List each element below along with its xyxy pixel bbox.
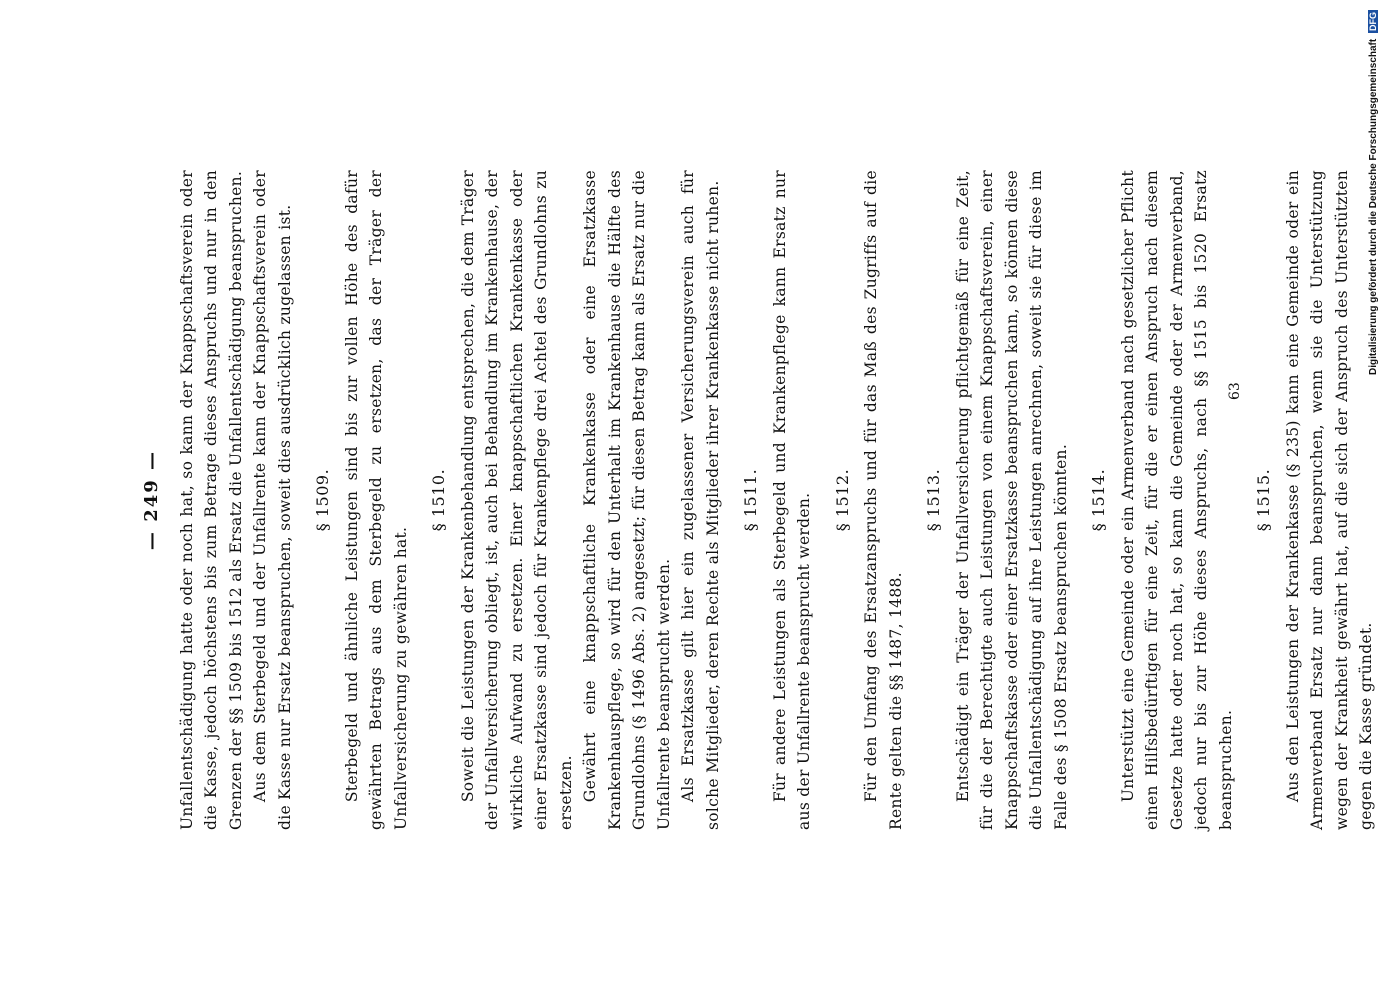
page-number: 63 (1227, 382, 1243, 400)
page-content (140, 170, 1379, 830)
section-heading-1515: § 1515. (1254, 468, 1273, 532)
paragraph: Als Ersatzkasse gilt hier ein zugelassener Versicherungsverein auch für solche Mitglieder, deren Rechte als Mitglieder ihrer Krankenkasse nicht ruhen. (679, 170, 722, 830)
paragraph: Für andere Leistungen als Sterbegeld und Krankenpflege kann Ersatz nur aus der Unfallrente beansprucht werden. (770, 170, 813, 830)
dfg-logo: DFG (1368, 12, 1378, 31)
paragraph: Unterstützt eine Gemeinde oder ein Armenverband nach gesetzlicher Pflicht einen Hilfsbedürftigen für eine Zeit, für die er einen Anspruch nach diesem Gesetze hatte oder noch hat, so kann die Gemeinde oder der Armenverband, jedoch nur bis zur Höhe dieses Anspruchs, nach §§ 1515 bis 1520 Ersatz beanspruchen. (1118, 170, 1235, 830)
credit-text: Digitalisierung gefördert durch die Deutsche Forschungsgemeinschaft (1368, 38, 1379, 375)
page-header: — 249 — (141, 449, 162, 551)
paragraph: Entschädigt ein Träger der Unfallversicherung pflichtgemäß für eine Zeit, für die der Berechtigte auch Leistungen von einem Knappschaftsverein, einer Knappschaftskasse oder einer Ersatzkasse beanspruchen kann, so können diese die Unfallentschädigung auf ihre Leistungen anrechnen, soweit sie für diese im Falle des § 1508 Ersatz beanspruchen könnten. (953, 170, 1070, 830)
section-heading-1509: § 1509. (313, 468, 332, 532)
paragraph: Unfallentschädigung hatte oder noch hat, so kann der Knappschaftsverein oder die Kasse, jedoch höchstens bis zum Betrage dieses Anspruchs und nur in den Grenzen der §§ 1509 bis 1512 als Ersatz die Unfallentschädigung beanspruchen. (177, 170, 245, 830)
section-heading-1510: § 1510. (429, 468, 448, 532)
digitization-credit (1368, 10, 1379, 990)
section-heading-1511: § 1511. (741, 468, 760, 532)
section-heading-1514: § 1514. (1089, 468, 1108, 532)
paragraph: Gewährt eine knappschaftliche Krankenkasse oder eine Ersatzkasse Krankenhauspflege, so wird für den Unterhalt im Krankenhause die Hälfte des Grundlohns (§ 1496 Abs. 2) angesetzt; für diesen Betrag kann als Ersatz nur die Unfallrente beansprucht werden. (581, 170, 673, 830)
paragraph: Soweit die Leistungen der Krankenbehandlung entsprechen, die dem Träger der Unfallversicherung obliegt, ist, auch bei Behandlung im Krankenhause, der wirkliche Aufwand zu ersetzen. Einer knappschaftlichen Krankenkasse oder einer Ersatzkasse sind jedoch für Krankenpflege drei Achtel des Grundlohns zu ersetzen. (458, 170, 575, 830)
paragraph: Für den Umfang des Ersatzanspruchs und für das Maß des Zugriffs auf die Rente gelten die §§ 1487, 1488. (862, 170, 905, 830)
paragraph: Aus den Leistungen der Krankenkasse (§ 235) kann eine Gemeinde oder ein Armenverband Ersatz nur dann beanspruchen, wenn sie die Unterstützung wegen der Krankheit gewährt hat, auf die sich der Anspruch des Unterstützten gegen die Kasse gründet. (1283, 170, 1375, 830)
section-heading-1512: § 1512. (832, 468, 852, 532)
paragraph: Aus dem Sterbegeld und der Unfallrente kann der Knappschaftsverein oder die Kasse nur Ersatz beanspruchen, soweit dies ausdrücklich zugelassen ist. (251, 170, 294, 830)
paragraph: Sterbegeld und ähnliche Leistungen sind bis zur vollen Höhe des dafür gewährten Betrags aus dem Sterbegeld zu ersetzen, das der Träger der Unfallversicherung zu gewähren hat. (342, 170, 410, 830)
section-heading-1513: § 1513. (924, 468, 943, 532)
